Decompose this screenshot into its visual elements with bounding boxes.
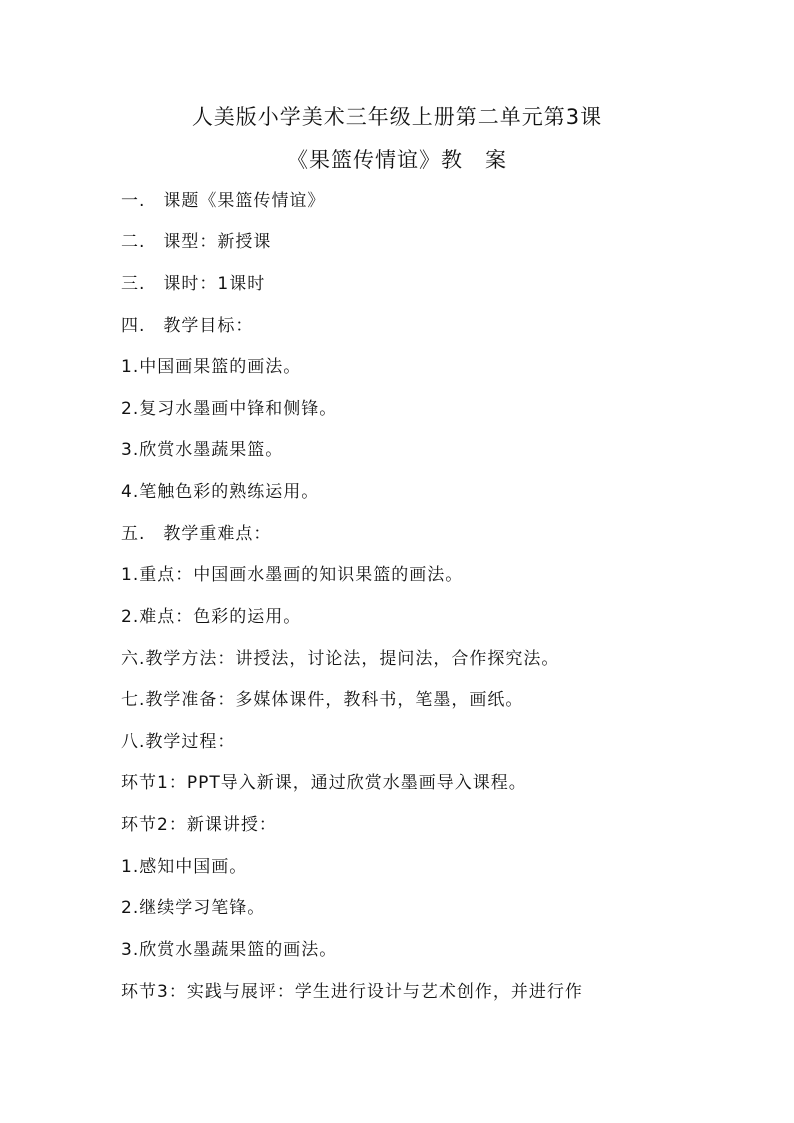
objective-item: 3.欣赏水墨蔬果篮。 xyxy=(121,440,284,460)
key-point-item: 1.重点：中国画水墨画的知识果篮的画法。 xyxy=(121,565,464,585)
objective-item: 2.复习水墨画中锋和侧锋。 xyxy=(121,399,338,419)
objective-item: 1.中国画果篮的画法。 xyxy=(121,357,302,377)
process-substep: 1.感知中国画。 xyxy=(121,857,248,877)
process-step: 环节3：实践与展评：学生进行设计与艺术创作，并进行作 xyxy=(121,982,583,1002)
section-class-hours: 三. 课时：1课时 xyxy=(121,274,266,294)
section-teaching-preparation: 七.教学准备：多媒体课件，教科书，笔墨，画纸。 xyxy=(121,690,524,710)
objective-item: 4.笔触色彩的熟练运用。 xyxy=(121,482,320,502)
process-step: 环节1：PPT导入新课，通过欣赏水墨画导入课程。 xyxy=(121,773,527,793)
process-substep: 3.欣赏水墨蔬果篮的画法。 xyxy=(121,940,338,960)
section-teaching-objectives: 四. 教学目标： xyxy=(121,316,254,336)
process-step: 环节2：新课讲授： xyxy=(121,815,277,835)
key-point-item: 2.难点：色彩的运用。 xyxy=(121,607,302,627)
section-lesson-type: 二. 课型：新授课 xyxy=(121,232,272,252)
section-teaching-process: 八.教学过程： xyxy=(121,732,236,752)
document-title: 人美版小学美术三年级上册第二单元第3课 xyxy=(191,105,603,129)
process-substep: 2.继续学习笔锋。 xyxy=(121,898,266,918)
section-teaching-methods: 六.教学方法：讲授法，讨论法，提问法，合作探究法。 xyxy=(121,649,560,669)
section-key-points: 五. 教学重难点： xyxy=(121,524,272,544)
document-subtitle: 《果篮传情谊》教 案 xyxy=(287,148,507,172)
section-topic: 一. 课题《果篮传情谊》 xyxy=(121,191,326,211)
